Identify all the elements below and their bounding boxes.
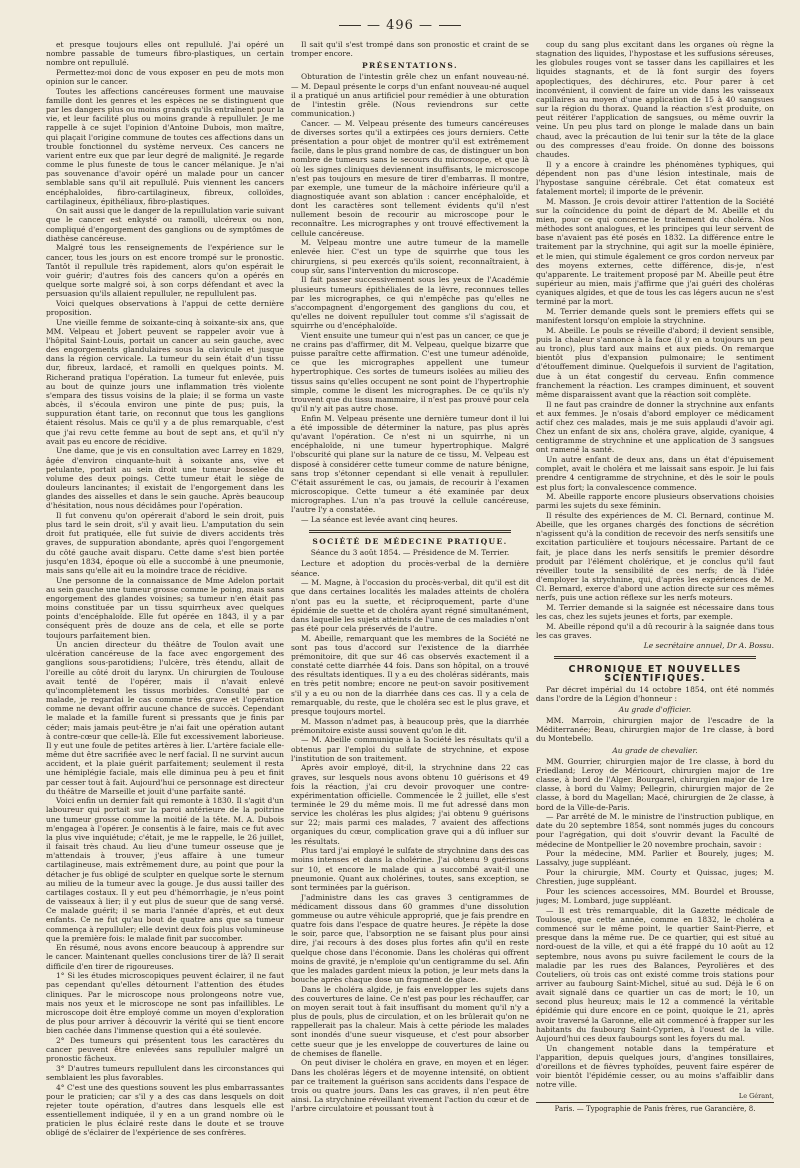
manager-line: Le Gérant, xyxy=(738,1092,774,1101)
presentation-paragraph: Cancer. — M. Velpeau présente des tumeurs cancéreuses de diverses sortes qu'il a extirpées ces jours derniers. Cette présentation a pour objet de montrer qu'il est extrêmement facile, dans le plus grand nombre de cas, de distinguer un bon nombre de tumeurs sans le secours du microscope, et que là où les signes cliniques deviennent insuffisants, le microscope n'est pas toujours en mesure de tirer d'embarras. Il montre, par exemple, une tumeur de la mâchoire inférieure qu'il a diagnostiquée avant son ablation : cancer encéphaloïde, et dont les caractères sont tellement évidents qu'il n'est nullement besoin de recourir au microscope pour le reconnaître. Les micrographes y ont trouvé effectivement la cellule cancéreuse. xyxy=(291,118,529,238)
presentation-paragraph: — La séance est levée avant cinq heures. xyxy=(301,514,458,524)
chronicle-paragraph: — Par arrêté de M. le ministre de l'instruction publique, en date du 20 septembre 1854, sont nommés juges du concours pour l'agrégation, qui doit s'ouvrir devant la Faculté de médecine de Montpellier le 20 novembre prochain, savoir : xyxy=(536,812,774,849)
article-paragraph: 2° Des tumeurs qui présentent tous les caractères du cancer peuvent être enlevées sans repulluler malgré un pronostic fâcheux. xyxy=(46,1035,284,1064)
printer-line: Paris. — Typographie de Panis frères, rue Garancière, 8. xyxy=(536,1102,774,1114)
presentation-paragraph: Obturation de l'intestin grêle chez un enfant nouveau-né. — M. Depaul présente le corps d'un enfant nouveau-né auquel il a pratiqué un anus artificiel pour remédier à une obturation de l'intestin grêle. (Nous reviendrons sur cette communication.) xyxy=(291,72,529,119)
article-paragraph: Un ancien directeur du théâtre de Toulon avait une ulcération cancéreuse de la face avec engorgement des ganglions sous-parotidiens; l'ulcère, très étendu, allait de l'oreille au côté droit du larynx. Un chirurgien de Toulouse avait tenté de l'opérer, mais il n'avait enlevé qu'incomplètement les tissus morbides. Consulté par ce malade, je regardai le cas comme très grave et l'opération comme ne devant offrir aucune chance de succès. Cependant le malade et la famille furent si pressants que je finis par céder; mais jamais peut-être je n'ai fait une opération autant à contre-cœur que celle-là. Elle fut excessivement laborieuse. Il y eut une foule de petites artères à lier. L'artère faciale elle-même dut être sacrifiée avec le nerf facial. Il ne survint aucun accident, et la plaie guérit parfaitement; seulement il resta une hémiplégie faciale, mais elle diminua peu à peu et finit par cesser tout à fait. Aujourd'hui ce personnage est directeur du théâtre de Marseille et jouit d'une parfaite santé. xyxy=(46,640,284,796)
presentation-paragraph: M. Velpeau montre une autre tumeur de la mamelle enlevée hier. C'est un type de squirrhe que tous les chirurgiens, si peu exercés qu'ils soient, reconnaîtraient, à coup sûr, sans l'intervention du microscope. xyxy=(291,238,529,275)
society-heading: SOCIÉTÉ DE MÉDECINE PRATIQUE. xyxy=(312,537,508,547)
column-middle xyxy=(291,40,529,1148)
society-session-line: Séance du 3 août 1854. — Présidence de M. Terrier. xyxy=(310,548,510,558)
society-paragraph: On peut diviser le choléra en grave, en moyen et en léger. Dans les choléras légers et de moyenne intensité, on obtient par ce traitement la guérison sans accidents dans l'espace de trois ou quatre jours. Dans les cas graves, il n'en peut être ainsi. La strychnine réveillant vivement l'action du cœur et de l'arbre circulatoire et poussant tout à xyxy=(291,1058,529,1114)
society-paragraph: M. Masson n'admet pas, à beaucoup près, que la diarrhée prémonitoire existe aussi souvent qu'on le dit. xyxy=(291,716,529,735)
officer-heading: Au grade d'officier. xyxy=(618,704,692,714)
chronicle-paragraph: Pour la médecine, MM. Parlier et Bourely, juges; M. Lassalvy, juge suppléant. xyxy=(536,849,774,868)
article-paragraph: Une dame, que je vis en consultation avec Larrey en 1829, âgée d'environ cinquante-huit à soixante ans, vive et petulante, portait au sein droit une tumeur bosselée du volume des deux poings. Cette tumeur était le siège de douleurs lancinantes; il existait de l'engorgement dans les glandes des aisselles et dans le sein gauche. Après beaucoup d'hésitation, nous nous décidâmes pour l'opération. xyxy=(46,446,284,511)
article-paragraph: Toutes les affections cancéreuses forment une mauvaise famille dont les genres et les espèces ne se distinguent que par les dangers plus ou moins grands qu'ils entraînent pour la vie, et leur facilité plus ou moins grande à repulluler. Je me rappelle à ce sujet l'opinion d'Antoine Dubois, mon maître, qui plaçait l'origine commune de toutes ces affections dans un trouble fonctionnel du système nerveux. Ces cancers ne varient entre eux que par leur degré de malignité. Je regarde comme le plus funeste de tous le cancer mélanique. Je n'ai pas souvenance d'avoir opéré un malade pour un cancer semblable sans qu'il ait repullulé. Puis viennent les cancers encéphaloïdes, fibro-cartilagineux, fibreux, colloïdes, cartilagineux, épithéliaux, fibro-plastiques. xyxy=(46,86,284,206)
chronicle-paragraph: Pour la chirurgie, MM. Courty et Quissac, juges; M. Chrestien, juge suppléant. xyxy=(536,868,774,887)
chronicle-paragraph: Un changement notable dans la température et l'apparition, depuis quelques jours, d'angines tonsillaires, d'oreillons et de fièvres typhoïdes, peuvent faire espérer de voir bientôt l'épidémie cesser, ou au moins s'affaiblir dans notre ville. xyxy=(536,1043,774,1090)
chronicle-paragraph: Pour les sciences accessoires, MM. Bourdel et Brousse, juges; M. Lombard, juge suppléant. xyxy=(536,886,774,906)
article-paragraph: Voici quelques observations à l'appui de cette dernière proposition. xyxy=(46,298,284,318)
society-paragraph: Un autre enfant de deux ans, dans un état d'épuisement complet, avait le choléra et me laissait sans espoir. Je lui fais prendre 4 centigramme de strychnine, et dès le soir le pouls est plus fort; la convalescence commence. xyxy=(536,455,774,492)
article-paragraph: En résumé, nous avons encore beaucoup à apprendre sur le cancer. Maintenant quelles conclusions tirer de là? Il serait difficile d'en tirer de rigoureuses. xyxy=(46,943,284,971)
society-paragraph: — M. Abeille communique à la Société les résultats qu'il a obtenus par l'emploi du sulfate de strychnine, et expose l'institution de son traitement. xyxy=(291,735,529,763)
society-paragraph: J'administre dans les cas graves 3 centigrammes de médicament dissous dans 60 grammes d'une dissolution gommeuse ou autre véhicule approprié, que je fais prendre en quatre fois dans l'espace de quatre heures. Je répète la dose le soir, parce que, l'absorption ne se faisant plus pour ainsi dire, j'ai recours à des doses plus fortes afin qu'il en reste quelque chose dans l'économie. Dans les choléras qui offrent moins de gravité, je n'emploie qu'un centigramme du sel. Afin que les malades gardent mieux la potion, je leur mets dans la bouche après chaque dose un fragment de glace. xyxy=(291,892,529,984)
society-paragraph: M. Abeille, remarquant que les membres de la Société ne sont pas tous d'accord sur l'existence de la diarrhée prémonitoire, dit que sur 46 cas observés exactement il a constaté cette diarrhée 44 fois. Dans son hôpital, on a trouvé des résultats identiques. Il y a eu des choléras sidérants, mais en très petit nombre; encore ne peut-on savoir positivement s'il y a eu ou non de la diarrhée dans ces cas. Il y a cela de remarquable, du reste, que le choléra sec est le plus grave, et presque toujours mortel. xyxy=(291,633,529,716)
page-number: — 496 — xyxy=(0,18,800,33)
chronicle-intro: Par décret impérial du 14 octobre 1854, ont été nommés dans l'ordre de la Légion d'honneur : xyxy=(536,684,774,703)
secretary-signature: Le secrétaire annuel, Dr A. Bossu. xyxy=(643,641,774,651)
article-paragraph: Il fut convenu qu'on opérerait d'abord le sein droit, puis plus tard le sein droit, s'il y avait lieu. L'amputation du sein droit fut pratiquée, elle fut suivie de divers accidents très graves, de suppuration abondante, après quoi l'engorgement du côté gauche avait disparu. Cette dame s'est bien portée jusqu'en 1834, époque où elle a succombé à une pneumonie, mais sans qu'elle ait eu la moindre trace de récidive. xyxy=(46,510,284,575)
article-paragraph: Une vieille femme de soixante-cinq à soixante-six ans, que MM. Velpeau et Jobert peuvent se rappeler avoir vue à l'hôpital Saint-Louis, portait un cancer au sein gauche, avec des engorgements glandulaires sous la clavicule et jusque dans la région cervicale. La tumeur du sein était d'un tissu dur, fibreux, lardacé, et ramolli en quelques points. M. Richerand pratiqua l'opération. La tumeur fut enlevée, puis au bout de quinze jours une inflammation très violente s'empara des tissus voisins de la plaie; il se forma un vaste abcès, il s'écoula environ une pinte de pus; puis, la suppuration étant tarie, on reconnut que tous les ganglions étaient résolus. Mais ce qu'il y a de plus remarquable, c'est que j'ai revu cette femme au bout de sept ans, et qu'il n'y avait pas eu encore de récidive. xyxy=(46,317,284,446)
society-paragraph: Après avoir employé, dit-il, la strychnine dans 22 cas graves, sur lesquels nous avons obtenu 10 guérisons et 49 fois la réaction, j'ai cru devoir provoquer une contre-expérimentation officielle. Commencée le 2 juillet, elle s'est terminée le 29 du même mois. Il me fut adressé dans mon service les choléras les plus algides; j'ai obtenu 9 guérisons sur 22; mais parmi ces malades, 7 avaient des affections organiques du cœur, complication grave qui a dû influer sur les résultats. xyxy=(291,763,529,846)
article-paragraph: 4° C'est une des questions souvent les plus embarrassantes pour le praticien; car s'il y a des cas dans lesquels on doit rejeter toute opération, d'autres dans lesquels elle est essentiellement indiquée, il y en a un grand nombre où le praticien le plus éclairé reste dans le doute et se trouve obligé de s'éclairer de l'expérience de ses confrères. xyxy=(46,1082,284,1138)
society-paragraph: Lecture et adoption du procès-verbal de la dernière séance. xyxy=(291,559,529,578)
section-divider xyxy=(554,656,756,659)
society-paragraph: M. Terrier demande quels sont le premiers effets qui se manifestent lorsqu'on emploie la strychnine. xyxy=(536,307,774,326)
chronicle-paragraph: MM. Gourrier, chirurgien major de 1re classe, à bord du Friedland; Leroy de Méricourt, chirurgien major de 1re classe, à bord de l'Alger. Bourgarel, chirurgien major de 1re classe, à bord du Valmy; Pellegrin, chirurgien major de 2e classe, à bord du Magellan; Macé, chirurgien de 2e classe, à bord de la Ville-de-Paris. xyxy=(536,756,774,812)
presentations-heading: PRÉSENTATIONS. xyxy=(362,61,458,71)
society-paragraph: M. Abeille rapporte encore plusieurs observations choisies parmi les sujets du sexe féminin. xyxy=(536,492,774,511)
society-paragraph: Il résulte des expériences de M. Cl. Bernard, continue M. Abeille, que les organes chargés des fonctions de sécrétion n'agissent qu'à la condition de recevoir des nerfs sensitifs une excitation particulière et toujours nécessaire. Partant de ce fait, je place dans les nerfs sensitifs le premier désordre produit par l'élément cholérique, et je conclus qu'il faut réveiller toute la sensibilité de ces nerfs; de là l'idée d'employer la strychnine, qui, d'après les expériences de M. Cl. Bernard, exerce d'abord une action directe sur ces mêmes nerfs, puis une action réflexe sur les nerfs moteurs. xyxy=(536,510,774,603)
article-paragraph: Voici enfin un dernier fait qui remonte à 1830. Il s'agit d'un laboureur qui portait sur la paroi antérieure de la poitrine une tumeur grosse comme la moitié de la tête. M. A. Dubois m'engagea à l'opérer. Je consentis à le faire, mais ce fut avec la plus vive inquiétude; c'était, je me le rappelle, le 26 juillet, il faisait très chaud. Au lieu d'une tumeur osseuse que je m'attendais à trouver, j'eus affaire à une tumeur cartilagineuse, mais extrêmement dure, au point que pour la détacher je fus obligé de sculpter en quelque sorte le sternum au milieu de la tumeur avec la gouge. Je dus aussi tailler des cartilages costaux. Il y eut peu d'hémorrhagie, je n'eus point de vaisseaux à lier; il y eut plus de sueur que de sang versé. Ce malade guérit; il se maria l'année d'après, et eut deux enfants. Ce ne fut qu'au bout de quatre ans que sa tumeur commença à repulluler; elle devint deux fois plus volumineuse que la première fois: le malade finit par succomber. xyxy=(46,796,284,943)
article-paragraph: 1° Si les études microscopiques peuvent éclairer, il ne faut pas cependant qu'elles détournent l'attention des études cliniques. Par le microscope nous prolongeons notre vue, mais nos yeux et le microscope ne sont pas infaillibles. Le microscope doit être employé comme un moyen d'exploration de plus pour arriver à découvrir la vérité qui se tient encore bien cachée dans l'immense question qui a été soulevée. xyxy=(46,971,284,1036)
society-paragraph: Plus tard j'ai employé le sulfate de strychnine dans des cas moins intenses et dans la cholérine. J'ai obtenu 9 guérisons sur 10, et encore le malade qui a succombé avait-il une pneumonie. Quant aux cholérines, toutes, sans exception, se sont terminées par la guérison. xyxy=(291,846,529,892)
article-paragraph: 3° D'autres tumeurs repullulent dans les circonstances qui semblaient les plus favorables. xyxy=(46,1063,284,1082)
presentation-paragraph: Vient ensuite une tumeur qui n'est pas un cancer, ce que je ne crains pas d'affirmer, dit M. Velpeau, quelque bizarre que puisse paraître cette affirmation. C'est une tumeur adénoïde, ce que les micrographes appellent une tumeur hypertrophique. Ces sortes de tumeurs isolées au milieu des tissus sains qu'elles occupent ne sont point de l'hypertrophie simple, comme le disent les micrographes. De ce qu'ils n'y trouvent que du tissu mammaire, il n'est pas prouvé pour cela qu'il n'y ait pas autre chose. xyxy=(291,330,529,414)
article-paragraph: Malgré tous les renseignements de l'expérience sur le cancer, tous les jours on est encore trompé sur le pronostic. Tantôt il repullule très rapidement, alors qu'on espérait le voir guérir; d'autres fois des cancers qu'on a opérés en quelque sorte malgré soi, à son corps défendant et avec la persuasion qu'ils allaient repulluler, ne repullulent pas. xyxy=(46,243,284,299)
society-paragraph: coup du sang plus excitant dans les organes où règne la stagnation des liquides, l'hypostase et les suffusions séreuses, les globules rouges vont se tasser dans les capillaires et les liquides stagnants, et de là font surgir des foyers apoplectiques, des déchirures, etc. Pour parer à cet inconvénient, il convient de faire un vide dans les vaisseaux capillaires au moyen d'une application de 15 à 40 sangsues sur la région du thorax. Quand la réaction s'est produite, on peut réitérer l'application de sangsues, ou même ouvrir la veine. Un peu plus tard on plonge le malade dans un bain chaud, avec la précaution de lui tenir sur la tête de la glace ou des compresses d'eau froide. On donne des boissons chaudes. xyxy=(536,40,774,159)
society-paragraph: Il ne faut pas craindre de donner la strychnine aux enfants et aux femmes. Je n'osais d'abord employer ce médicament actif chez ces malades, mais je me suis applaudi d'avoir agi. Chez un enfant de six ans, choléra grave, algide, cyanique, 4 centigramme de strychnine et une application de 3 sangsues ont ramené la santé. xyxy=(536,399,774,455)
article-paragraph: et presque toujours elles ont repullulé. J'ai opéré un nombre passable de tumeurs fibro-plastiques, un certain nombre ont repullulé. xyxy=(46,40,284,68)
society-paragraph: M. Abeille. Le pouls se réveille d'abord; il devient sensible, puis la chaleur s'annonce à la face (il y en a toujours un peu au tronc), plus tard aux mains et aux pieds. On remarque bientôt plus d'expansion pulmonaire; le sentiment d'étouffement diminue. Quelquefois il survient de l'agitation, due à un état congestif du cerveau. Enfin commence franchement la réaction. Les crampes diminuent, et souvent même disparaissent avant que la réaction soit complète. xyxy=(536,325,774,399)
society-paragraph: M. Masson. Je crois devoir attirer l'attention de la Société sur la coïncidence du point de départ de M. Abeille et du mien, pour ce qui concerne le traitement du choléra. Nos méthodes sont analogues, et les principes qui leur servent de base n'avaient pas été posés en 1832. La différence entre le traitement par la strychnine, qui agit sur la moelle épinière, et le mien, qui stimule également ce gros cordon nerveux par des moyens externes, cette différence, dis-je, n'est qu'apparente. Le traitement proposé par M. Abeille peut être supérieur au mien, mais j'affirme que j'ai guéri des choléras cyaniques algides, et que de tous les cas légers aucun ne s'est terminé par la mort. xyxy=(536,196,774,307)
society-paragraph: Dans le choléra algide, je fais envelopper les sujets dans des couvertures de laine. Ce n'est pas pour les réchauffer, car on moyen serait tout à fait insuffisant du moment qu'il n'y a plus de pouls, plus de circulation, et on les brûlerait qu'on ne rappellerait pas la chaleur. Mais à cette période les malades sont inondés d'une sueur visqueuse, et c'est pour absorber cette sueur que je les enveloppe de couvertures de laine ou de chemises de flanelle. xyxy=(291,984,529,1058)
society-paragraph: M. Terrier demande si la saignée est nécessaire dans tous les cas, chez les sujets jeunes et forts, par exemple. xyxy=(536,603,774,622)
article-paragraph: Il sait qu'il s'est trompé dans son pronostic et craint de se tromper encore. xyxy=(291,40,529,59)
chronicle-heading: CHRONIQUE ET NOUVELLES SCIENTIFIQUES. xyxy=(568,664,742,685)
chronicle-paragraph: — Il est très remarquable, dit la Gazette médicale de Toulouse, que cette année, comme en 1832, le choléra a commencé sur le même point, le quartier Saint-Pierre, et presque dans la même rue. De ce quartier, qui est situé au nord-ouest de la ville, et qui a été frappé du 10 août au 12 septembre, nous avons pu suivre facilement le cours de la maladie par les rues des Balances, Peyrolières et des Couteliers, où trois cas ont existé comme trois stations pour arriver au faubourg Saint-Michel, situé au sud. Déjà le 6 on avait signalé dans ce quartier un cas de mort; le 10, un second plus heureux; mais le 12 a commencé la véritable épidémie qui dure encore en ce point, quoique le 21, après avoir traversé la Garonne, elle ait commencé à frapper sur les habitants du faubourg Saint-Cyprien, à l'ouest de la ville. Aujourd'hui ces deux faubourgs sont les foyers du mal. xyxy=(536,905,774,1043)
society-paragraph: — M. Magne, à l'occasion du procès-verbal, dit qu'il est dit que dans certaines localités les malades atteints de choléra n'ont pas eu la suette, et réciproquement, parte d'une épidémie de suette et de choléra ayant régné simultanément, dans laquelle les sujets atteints de l'une de ces maladies n'ont pas été pour cela préservés de l'autre. xyxy=(291,578,529,634)
article-paragraph: On sait aussi que le danger de la repullulation varie suivant que le cancer est enkysté ou ramolli, ulcéreux ou non, compliqué d'engorgement des ganglions ou de symptômes de diathèse cancéreuse. xyxy=(46,206,284,243)
knight-heading: Au grade de chevalier. xyxy=(612,745,698,755)
article-paragraph: Permettez-moi donc de vous exposer en peu de mots mon opinion sur le cancer. xyxy=(46,67,284,87)
article-paragraph: Une personne de la connaissance de Mme Adelon portait au sein gauche une tumeur grosse comme le poing, mais sans engorgement des glandes voisines; sa tumeur n'en était pas moins constituée par un tissu squirrheux avec quelques points d'encéphaloïde. Elle fut opérée en 1843, il y a par conséquent près de douze ans de cela, et elle se porte toujours parfaitement bien. xyxy=(46,575,284,640)
presentation-paragraph: Il fait passer successivement sous les yeux de l'Académie plusieurs tumeurs épithéliales de la lèvre, reconnues telles par les micrographes, ce qui n'empêche pas qu'elles ne s'accompagnent d'engorgement des ganglions du cou, et qu'elles ne doivent repulluler tout comme s'il s'agissait de squirrhe ou d'encéphaloïde. xyxy=(291,275,529,331)
society-paragraph: Il y a encore à craindre les phénomènes typhiques, qui dépendent non pas d'une lésion intestinale, mais de l'hypostase sanguine cérébrale. Cet état comateux est fatalement mortel; il importe de le prévenir. xyxy=(536,159,774,196)
presentation-paragraph: Enfin M. Velpeau présente une dernière tumeur dont il lui a été impossible de déterminer la nature, pas plus après qu'avant l'opération. Ce n'est ni un squirrhe, ni un encéphaloïde, ni une tumeur hypertrophique. Malgré l'obscurité qui plane sur la nature de ce tissu, M. Velpeau est disposé à considérer cette tumeur comme de nature bénigne, sans trop s'étonner cependant si elle venait à repulluler. C'était assurément le cas, ou jamais, de recourir à l'examen microscopique. Cette tumeur a été examinée par deux micrographes. L'un n'a pas trouvé la cellule cancéreuse, l'autre l'y a constatée. xyxy=(291,413,529,515)
society-paragraph: M. Abeille répond qu'il a dû recourir à la saignée dans tous les cas graves. xyxy=(536,621,774,640)
column-right xyxy=(536,40,774,1148)
honors-paragraph: MM. Marroin, chirurgien major de l'escadre de la Méditerranée; Beau, chirurgien major de 1re classe, à bord du Montebello. xyxy=(536,716,774,744)
column-left xyxy=(46,40,284,1148)
section-divider xyxy=(309,530,511,533)
